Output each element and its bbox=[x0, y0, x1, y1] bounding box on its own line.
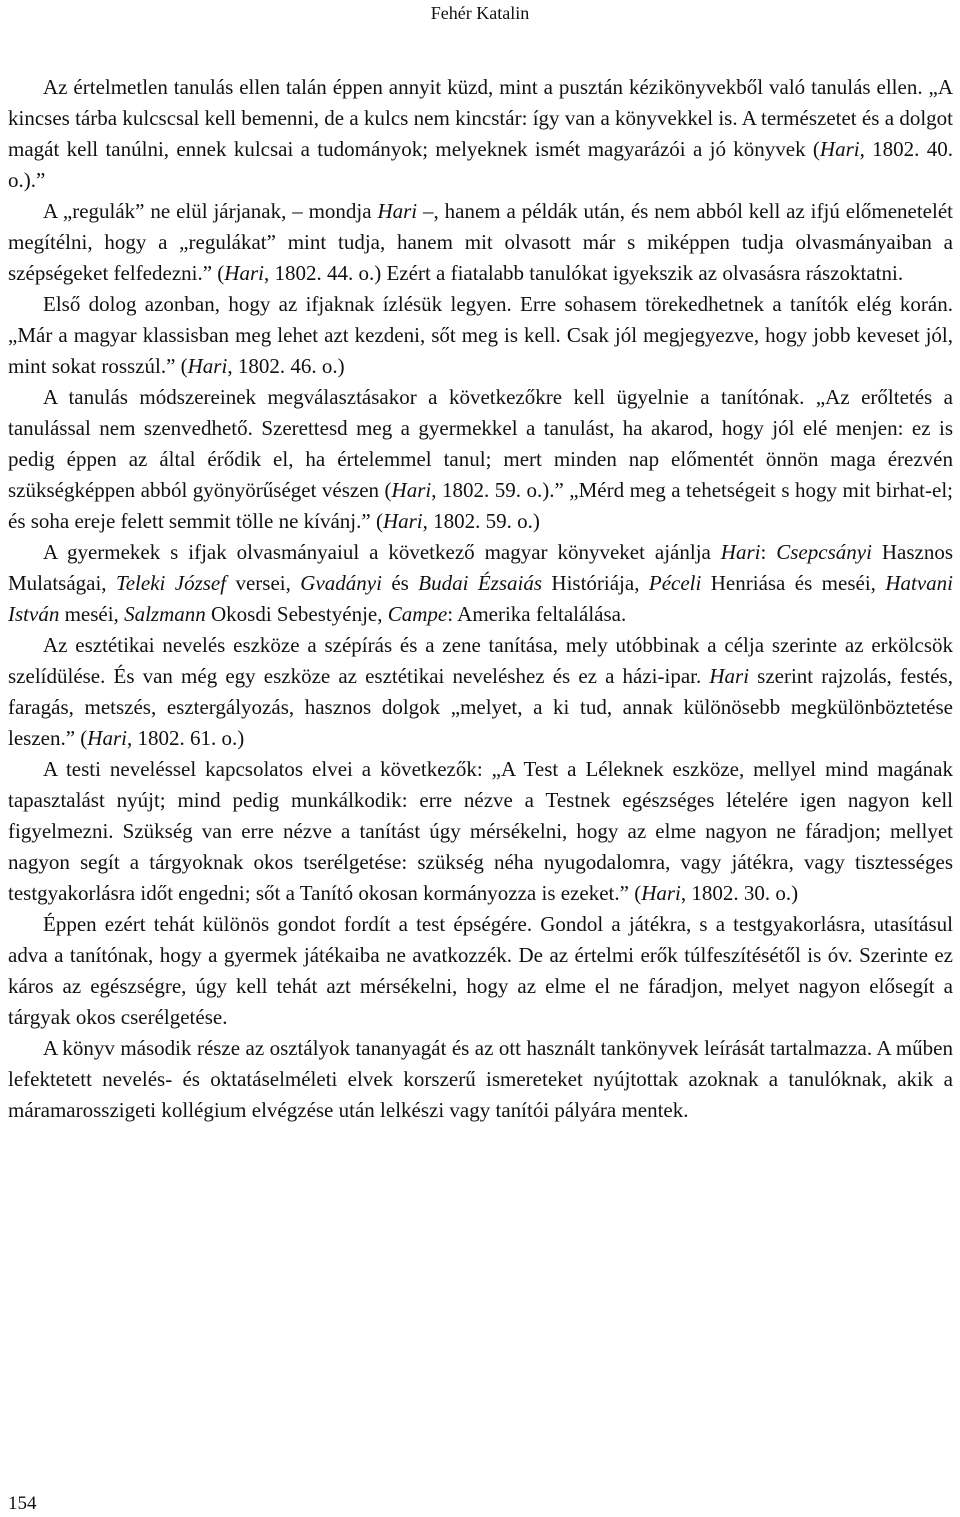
body-paragraph bbox=[8, 537, 953, 630]
text-run: meséi, bbox=[59, 602, 125, 626]
page-body bbox=[8, 72, 953, 1126]
italic-text: Gvadányi bbox=[300, 571, 382, 595]
italic-text: Hari bbox=[377, 199, 418, 223]
text-run: A gyermekek s ifjak olvasmányaiul a következő magyar könyveket ajánlja bbox=[43, 540, 721, 564]
text-run: A „regulák” ne elül járjanak, – mondja bbox=[43, 199, 378, 223]
author-name: Fehér Katalin bbox=[430, 3, 530, 23]
text-run: –, hanem a példák után, és nem abból kell az ifjú előmenetelét megítélni, hogy a „regulákat” mint tudja, hanem mit olvasott már s miképpen tudja olvasmányaiban a szépségeket felfedezni.” ( bbox=[8, 199, 953, 285]
body-paragraph bbox=[8, 909, 953, 1033]
page-number: 154 bbox=[8, 1493, 37, 1514]
text-run: A könyv második része az osztályok tananyagát és az ott használt tankönyvek leírását tartalmazza. A műben lefektetett nevelés- és oktatáselméleti elvek korszerű ismereteket nyújtottak azoknak a tanulóknak, akik a máramarosszigeti kollégium elvégzése után lelkészi vagy tanítói pályára mentek. bbox=[8, 1036, 953, 1122]
italic-text: Salzmann bbox=[124, 602, 206, 626]
body-paragraph bbox=[8, 72, 953, 196]
text-run: versei, bbox=[226, 571, 301, 595]
italic-text: Péceli bbox=[648, 571, 702, 595]
text-run: , 1802. 30. o.) bbox=[680, 881, 799, 905]
text-run: Az esztétikai nevelés eszköze a szépírás és a zene tanítása, mely utóbbinak a célja szerinte az erkölcsök szelídülése. És van még egy eszköze az esztétikai neveléshez és ez a házi-ipar. bbox=[8, 633, 953, 688]
text-run: , 1802. 59. o.).” „Mérd meg a tehetségeit s hogy mit birhat-el; és soha ereje felett semmit tölle ne kívánj.” ( bbox=[8, 478, 953, 533]
text-run: : Amerika feltalálása. bbox=[447, 602, 627, 626]
body-paragraph bbox=[8, 196, 953, 289]
text-run: és bbox=[381, 571, 419, 595]
body-paragraph bbox=[8, 289, 953, 382]
text-run: , 1802. 44. o.) Ezért a fiatalabb tanulókat igyekszik az olvasásra rászoktatni. bbox=[263, 261, 904, 285]
text-run: szerint rajzolás, festés, faragás, metszés, esztergályozás, hasznos dolgok „melyet, a ki tud, annak különösebb megkülönböztetése leszen.” ( bbox=[8, 664, 953, 750]
italic-text: Hari bbox=[87, 726, 127, 750]
page-footer bbox=[8, 1493, 37, 1515]
text-run: Henriása és meséi, bbox=[701, 571, 886, 595]
text-run: A tanulás módszereinek megválasztásakor a következőkre kell ügyelnie a tanítónak. „Az erőltetés a tanulással nem szenvedhető. Szerettesd meg a gyermekkel a tanulást, ha akarod, hogy jól elé menjen: ez is pedig éppen az által érődik el, ha értelemmel tanul; mert minden nap előmentét önnön maga érezvén szükségképpen abból gyönyörűséget vészen ( bbox=[8, 385, 953, 502]
body-paragraph bbox=[8, 382, 953, 537]
italic-text: Hari bbox=[224, 261, 264, 285]
text-run: , 1802. 59. o.) bbox=[422, 509, 540, 533]
text-run: Első dolog azonban, hogy az ifjaknak ízlésük legyen. Erre sohasem törekedhetnek a tanítók elég korán. „Már a magyar klassisban meg lehet azt kezdeni, sőt meg is kell. Csak jól megjegyezve, hogy jobb keveset jól, mint sokat rosszúl.” ( bbox=[8, 292, 953, 378]
italic-text: Hari bbox=[819, 137, 860, 161]
italic-text: Csepcsányi bbox=[776, 540, 872, 564]
text-run: , 1802. 40. o.).” bbox=[8, 137, 954, 192]
italic-text: Hatvani István bbox=[8, 571, 953, 626]
text-run: Okosdi Sebestyénje, bbox=[205, 602, 388, 626]
italic-text: Hari bbox=[641, 881, 681, 905]
body-paragraph bbox=[8, 630, 953, 754]
text-run: : bbox=[760, 540, 777, 564]
text-run: , 1802. 61. o.) bbox=[126, 726, 245, 750]
italic-text: Budai Ézsaiás bbox=[418, 571, 542, 595]
italic-text: Hari bbox=[187, 354, 228, 378]
italic-text: Hari bbox=[382, 509, 423, 533]
text-run: , 1802. 46. o.) bbox=[227, 354, 345, 378]
running-header bbox=[0, 2, 960, 24]
body-paragraph bbox=[8, 754, 953, 909]
text-run: Hasznos Mulatságai, bbox=[8, 540, 953, 595]
italic-text: Hari bbox=[391, 478, 432, 502]
text-run: A testi neveléssel kapcsolatos elvei a következők: „A Test a Léleknek eszköze, mellyel mind magának tapasztalást nyújt; mind pedig munkálkodik: erre nézve a Testnek egészséges lételére igen nagyon kell figyelmezni. Szükség van erre nézve a tanítást úgy mérsékelni, hogy az elme nagyon ne fáradjon; mellyet nagyon segít a tárgyoknak okos tserélgetése: szükség néha nyugodalomra, vagy játékra, vagy tisztességes testgyakorlásra időt engedni; sőt a Tanító okosan kormányozza is ezeket.” ( bbox=[8, 757, 953, 905]
italic-text: Hari bbox=[709, 664, 750, 688]
text-run: Éppen ezért tehát különös gondot fordít a test épségére. Gondol a játékra, s a testgyakorlásra, utasításul adva a tanítónak, hogy a gyermek játékaiba ne avatkozzék. De az értelmi erők túlfeszítésétől is óv. Szerinte ez káros az egészségre, úgy kell tehát azt mérsékelni, hogy az elme el ne fáradjon, melyet nagyon elősegít a tárgyak okos cserélgetése. bbox=[8, 912, 953, 1029]
body-paragraph bbox=[8, 1033, 953, 1126]
text-run: Az értelmetlen tanulás ellen talán éppen annyit küzd, mint a pusztán kézikönyvekből való tanulás ellen. „A kincses tárba kulcscsal kell bemenni, de a kulcs nem kincstár: így van a könyvekkel is. A természetet és a dolgot magát kell tanúlni, ennek kulcsai a tudományok; melyeknek ismét magyarázói a jó könyvek ( bbox=[8, 75, 953, 161]
italic-text: Campe bbox=[387, 602, 448, 626]
italic-text: Teleki József bbox=[115, 571, 227, 595]
italic-text: Hari bbox=[720, 540, 761, 564]
text-run: Históriája, bbox=[542, 571, 649, 595]
